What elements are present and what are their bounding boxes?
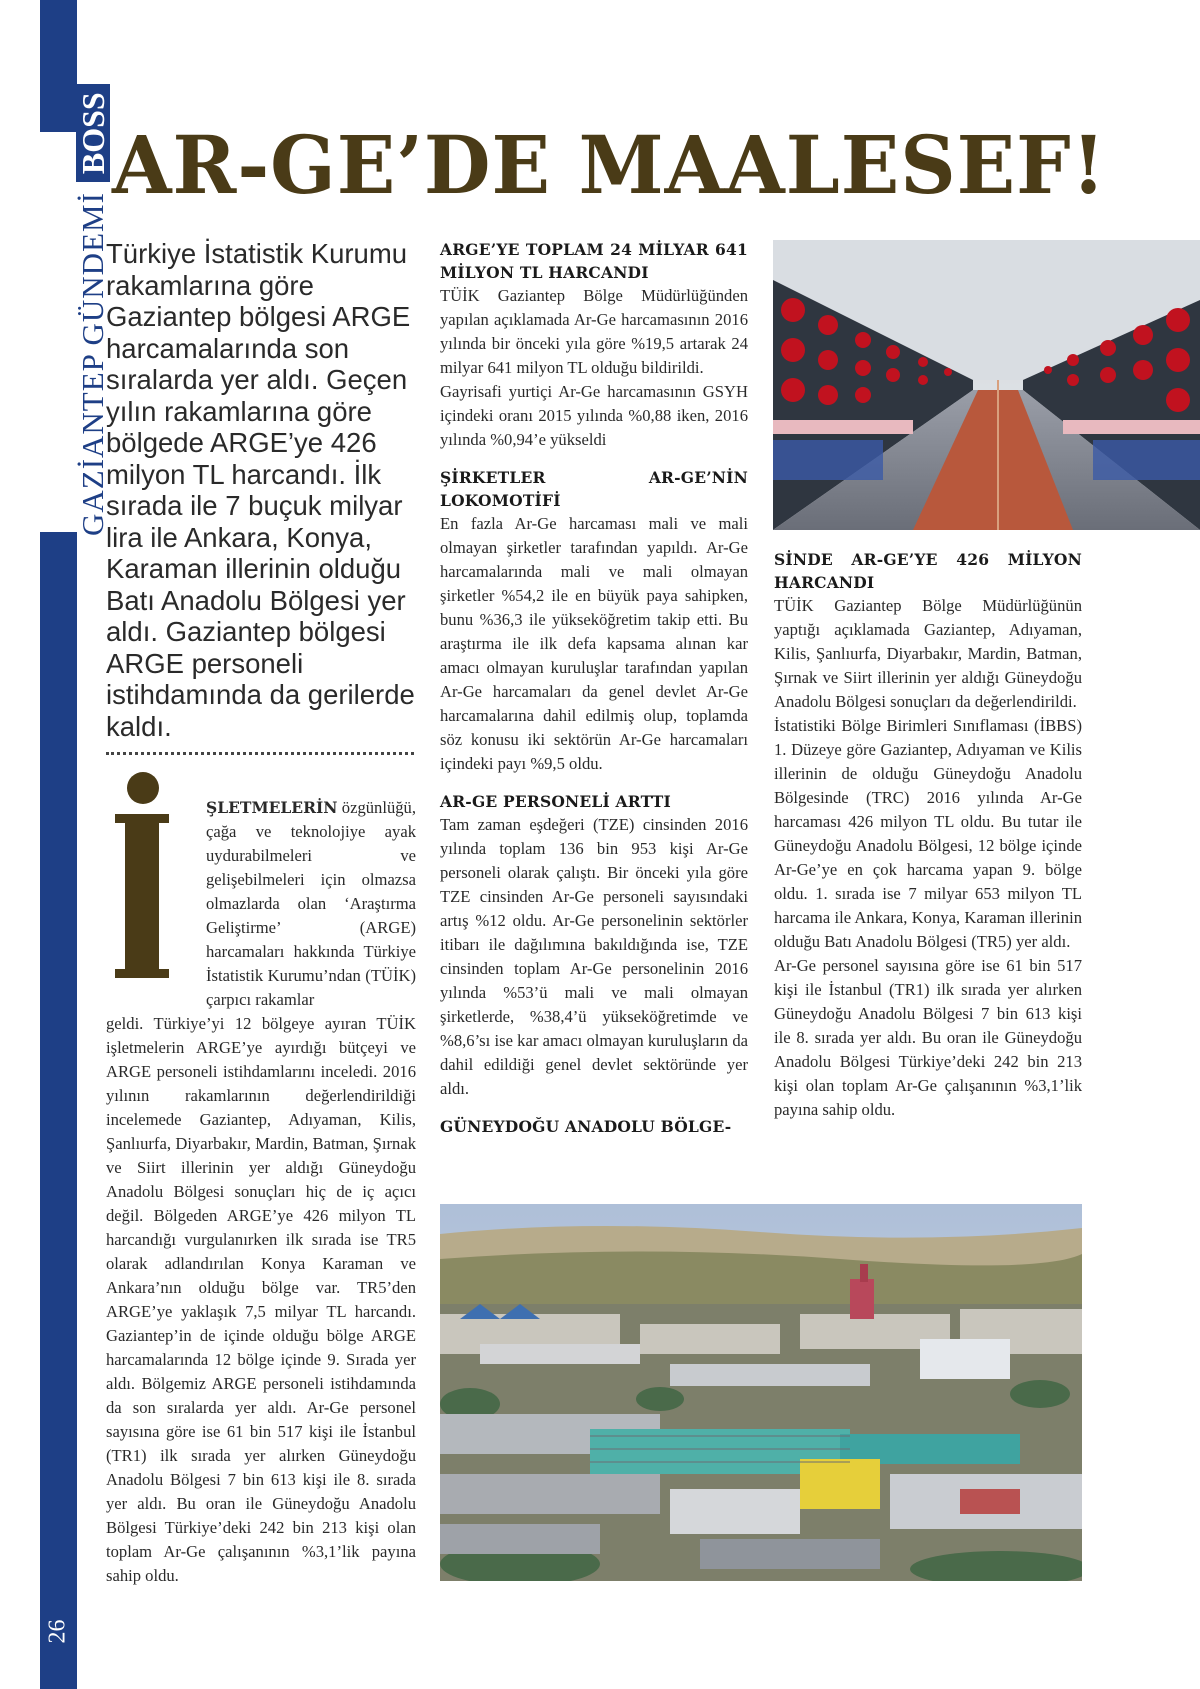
textile-factory-illustration	[773, 240, 1200, 530]
body-paragraph: Ar-Ge personel sayısına göre ise 61 bin 517 kişi ile İstanbul (TR1) ilk sırada yer alırken Güneydoğu Anadolu Bölgesi 7 bin 613 kişi ile 8. sırada yer aldı. Bu oran ile Güneydoğu Anadolu Bölgesi Türkiye’deki 242 bin 213 kişi olan toplam Ar-Ge çalışanının %3,1’lik payına sahip oldu.	[774, 956, 1082, 1119]
dropcap-dot	[127, 772, 159, 804]
column-1-body	[106, 1012, 416, 1588]
body-paragraph: İstatistiki Bölge Birimleri Sınıflaması (İBBS) 1. Düzeye göre Gaziantep, Adıyaman ve Kilis illerinin de olduğu Güneydoğu Anadolu Bölgesinde (TRC) 2016 yılında Ar-Ge harcaması 426 milyon TL oldu. Bu tutar ile Güneydoğu Anadolu Bölgesi, 12 bölge içinde Ar-Ge’ye en çok harcama yapan 9. bölge oldu. 1. sırada ise 7 milyar 653 milyon TL harcama ile Ankara, Konya, Karaman illerinin olduğu Batı Anadolu Bölgesi (TR5) yer aldı.	[774, 716, 1082, 951]
body-paragraph: geldi. Türkiye’yi 12 bölgeye ayıran TÜİK işletmelerin ARGE’ye ayırdığı bütçeyi ve ARGE personeli istihdamlarını inceledi. 2016 yılının rakamlarının değerlendirildiği incelemede Gaziantep, Adıyaman, Kilis, Şanlıurfa, Diyarbakır, Mardin, Batman, Şırnak ve Siirt illerinin yer aldığı Güneydoğu Anadolu Bölgesi sonuçları hiç de iç açıcı değil. Bölgeden ARGE’ye 426 milyon TL harcandığı vurgulanırken ilk sırada ise TR5 olarak adlandırılan Konya Karaman ve Ankara’nın olduğu bölge var. TR5’den ARGE’ye yaklaşık 7,5 milyar TL harcandı. Gaziantep’in de içinde olduğu bölge ARGE harcamalarında 12 bölge içinde 9. Sırada yer aldı. Bölgemiz ARGE personeli istihdamında da son sıralarda yer aldı. Ar-Ge personel sayısına göre ise 61 bin 517 kişi ile İstanbul (TR1) ilk sırada yer alırken Güneydoğu Anadolu Bölgesi 7 bin 613 kişi ile 8. sırada yer aldı. Bu oran ile Güneydoğu Anadolu Bölgesi Türkiye’deki 242 bin 213 kişi olan toplam Ar-Ge çalışanının %3,1’lik payına sahip oldu.	[106, 1014, 416, 1585]
body-paragraph: TÜİK Gaziantep Bölge Müdürlüğünden yapılan açıklamada Ar-Ge harcamasının 2016 yılında bir önceki yıla göre %19,5 artarak 24 milyar 641 milyon TL olduğu bildirildi.	[440, 286, 748, 377]
body-paragraph: Gayrisafi yurtiçi Ar-Ge harcamasının GSYH içindeki oranı 2015 yılında %0,88 iken, 2016 yılında %0,94’e yükseldi	[440, 382, 748, 449]
textile-factory-photo	[773, 240, 1200, 530]
lead-paragraph	[206, 796, 416, 1012]
body-paragraph: Tam zaman eşdeğeri (TZE) cinsinden 2016 yılında toplam 136 bin 953 kişi Ar-Ge personeli olarak çalıştı. Bir önceki yıla göre TZE cinsinden Ar-Ge personeli sayısındaki artış %12 oldu. Ar-Ge personelinin sektörler itibarı ile dağılımına bakıldığında ise, TZE cinsinden toplam Ar-Ge personelinin 2016 yılında %53’ü mali ve mali olmayan şirketlerde, %38,4’ü yükseköğretimde ve %8,6’sı ise kar amacı olmayan kuruluşların da dahil edildiği genel devlet sektöründe yer aldı.	[440, 815, 748, 1098]
section-heading: GÜNEYDOĞU ANADOLU BÖLGE-	[440, 1117, 732, 1136]
magazine-brand: BOSS	[76, 84, 110, 182]
article-intro: Türkiye İstatistik Kurumu rakamlarına göre Gaziantep bölgesi ARGE harcamalarında son sıralarda yer aldı. Geçen yılın rakamlarına göre bölgede ARGE’ye 426 milyon TL harcandı. İlk sırada ile 7 buçuk milyar lira ile Ankara, Konya, Karaman illerinin olduğu Batı Anadolu Bölgesi yer aldı. Gaziantep bölgesi ARGE personeli istihdamında da gerilerde kaldı.	[106, 238, 415, 742]
page-number-box	[44, 1610, 72, 1650]
lead-bold-word: ŞLETMELERİN	[206, 798, 338, 817]
dotted-divider	[106, 752, 414, 755]
lead-text: özgünlüğü, çağa ve teknolojiye ayak uydurabilmeleri ve gelişebilmeleri için olmazsa olmazlarda olan ‘Araştırma Geliştirme’ (ARGE) harcamaları hakkında Türkiye İstatistik Kurumu’ndan (TÜİK) çarpıcı rakamlar	[206, 798, 416, 1009]
article-title: AR-GE’DE MAALESEF!	[112, 118, 1107, 212]
industrial-zone-illustration	[440, 1204, 1082, 1581]
column-1-lead	[206, 796, 416, 1012]
dropcap-letter	[113, 768, 171, 978]
dropcap-serif	[115, 969, 169, 978]
section-label: GAZİANTEP GÜNDEMİ	[75, 192, 110, 536]
section-heading: ARGE’YE TOPLAM 24 MİLYAR 641 MİLYON TL HARCANDI	[440, 240, 748, 282]
column-2	[440, 238, 748, 1138]
dropcap-stem	[125, 814, 159, 978]
column-3	[774, 548, 1082, 1122]
page-number: 26	[44, 1619, 71, 1644]
section-heading: AR-GE PERSONELİ ARTTI	[440, 792, 671, 811]
body-paragraph: En fazla Ar-Ge harcaması mali ve mali olmayan şirketler tarafından yapıldı. Ar-Ge harcamalarında mali ve mali olmayan şirketler %54,2 ile en büyük paya sahipken, bunu %36,3 ile yükseköğretim takip etti. Bu araştırma ile ilk defa kapsama alınan kar amacı olmayan kuruluşlar tarafından yapılan Ar-Ge harcamaları da genel devlet Ar-Ge harcamalarına dahil edilmiş olup, toplamda söz konusu iki sektörün Ar-Ge harcamaları içindeki payı %9,5 oldu.	[440, 514, 748, 773]
sidebar-text-block	[42, 0, 111, 540]
body-paragraph: TÜİK Gaziantep Bölge Müdürlüğünün yaptığı açıklamada Gaziantep, Adıyaman, Kilis, Şanlıurfa, Diyarbakır, Mardin, Batman, Şırnak ve Siirt illerinin yer aldığı Güneydoğu Anadolu Bölgesi sonuçları da değerlendirildi.	[774, 596, 1082, 711]
section-heading: SİNDE AR-GE’YE 426 MİLYON HARCANDI	[774, 550, 1082, 592]
magazine-sidebar	[40, 0, 111, 1689]
industrial-zone-photo	[440, 1204, 1082, 1581]
section-heading: ŞİRKETLER AR-GE’NİN LOKOMOTİFİ	[440, 468, 748, 510]
